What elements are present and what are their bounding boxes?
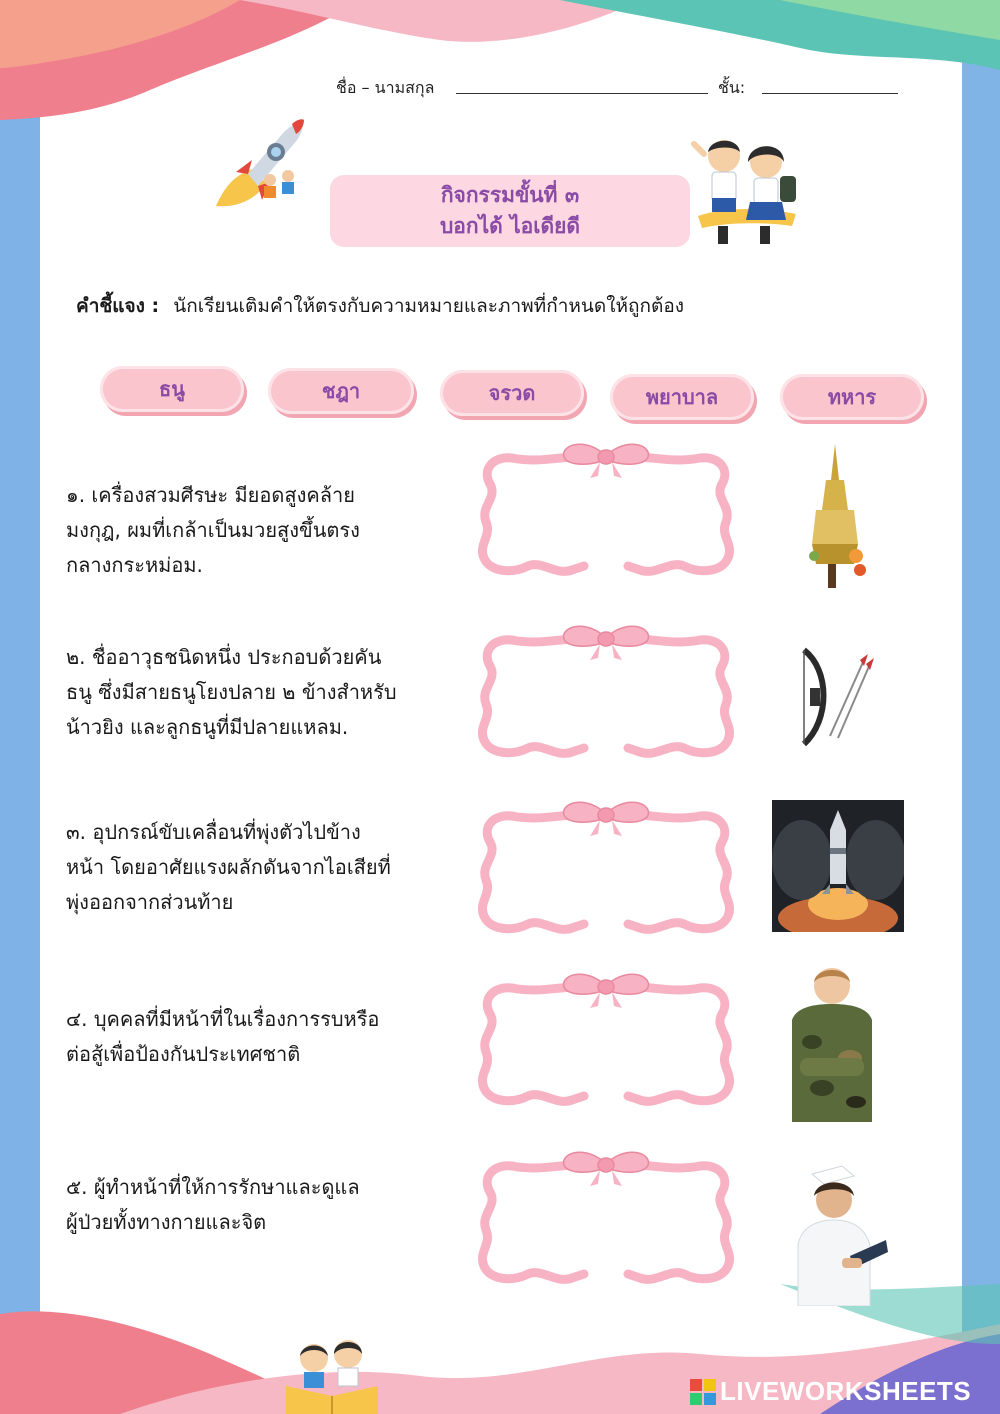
nurse-image xyxy=(790,1160,890,1306)
class-label: ชั้น: xyxy=(718,78,746,97)
activity-title-line2: บอกได้ ไอเดียดี xyxy=(439,214,581,238)
question-1-line-2: มงกุฎ, ผมที่เกล้าเป็นมวยสูงขึ้นตรง xyxy=(66,518,360,542)
instructions xyxy=(76,291,684,321)
question-2 xyxy=(66,640,456,745)
soldier-image xyxy=(786,962,878,1122)
answer-frame-1[interactable] xyxy=(472,436,740,586)
question-2-line-3: น้าวยิง และลูกธนูที่มีปลายแหลม. xyxy=(66,715,349,739)
answer-frame-4[interactable] xyxy=(472,966,740,1116)
rocket-illustration xyxy=(196,114,316,218)
question-1-line-3: กลางกระหม่อม. xyxy=(66,553,203,577)
question-3 xyxy=(66,815,456,920)
chada-crown-image xyxy=(800,440,870,590)
question-4-line-2: ต่อสู้เพื่อป้องกันประเทศชาติ xyxy=(66,1042,301,1066)
question-2-line-1: ๒. ชื่ออาวุธชนิดหนึ่ง ประกอบด้วยคัน xyxy=(66,645,382,669)
bow-arrow-image xyxy=(790,640,874,750)
top-wave-decoration xyxy=(0,0,1000,140)
question-4-line-1: ๔. บุคคลที่มีหน้าที่ในเรื่องการรบหรือ xyxy=(66,1007,380,1031)
liveworksheets-brand-text: LIVEWORKSHEETS xyxy=(720,1376,972,1406)
answer-frame-5[interactable] xyxy=(472,1144,740,1294)
kids-book-illustration xyxy=(282,1334,382,1414)
word-bank-chip-4[interactable]: พยาบาล xyxy=(610,374,754,420)
answer-frame-3[interactable] xyxy=(472,794,740,944)
class-line[interactable] xyxy=(762,93,898,94)
activity-title-line1: กิจกรรมขั้นที่ ๓ xyxy=(440,183,580,207)
rocket-launch-image xyxy=(772,800,904,932)
left-border xyxy=(0,0,40,1414)
name-label: ชื่อ – นามสกุล xyxy=(336,78,435,97)
question-3-line-3: พุ่งออกจากส่วนท้าย xyxy=(66,890,234,914)
word-bank-chip-1[interactable]: ธนู xyxy=(100,366,244,412)
instructions-text: นักเรียนเติมคำให้ตรงกับความหมายและภาพที่กำหนดให้ถูกต้อง xyxy=(173,295,685,317)
activity-title-box xyxy=(330,175,690,247)
answer-frame-2[interactable] xyxy=(472,618,740,768)
liveworksheets-badge-icon xyxy=(690,1379,716,1405)
question-3-line-2: หน้า โดยอาศัยแรงผลักดันจากไอเสียที่ xyxy=(66,855,391,879)
question-3-line-1: ๓. อุปกรณ์ขับเคลื่อนที่พุ่งตัวไปข้าง xyxy=(66,820,361,844)
word-bank-chip-5[interactable]: ทหาร xyxy=(780,374,924,420)
question-5-line-2: ผู้ป่วยทั้งทางกายและจิต xyxy=(66,1210,267,1234)
question-1-line-1: ๑. เครื่องสวมศีรษะ มียอดสูงคล้าย xyxy=(66,483,355,507)
right-border xyxy=(962,0,1000,1414)
question-5-line-1: ๕. ผู้ทำหน้าที่ให้การรักษาและดูแล xyxy=(66,1175,360,1199)
kids-illustration xyxy=(688,126,804,252)
question-4 xyxy=(66,1002,456,1072)
question-5 xyxy=(66,1170,456,1240)
word-bank-chip-3[interactable]: จรวด xyxy=(440,370,584,416)
instructions-label: คำชี้แจง : xyxy=(76,295,160,317)
liveworksheets-logo xyxy=(690,1376,971,1407)
question-2-line-2: ธนู ซึ่งมีสายธนูโยงปลาย ๒ ข้างสำหรับ xyxy=(66,680,397,704)
question-1 xyxy=(66,478,456,583)
word-bank-chip-2[interactable]: ชฎา xyxy=(268,368,414,414)
name-line[interactable] xyxy=(456,93,708,94)
